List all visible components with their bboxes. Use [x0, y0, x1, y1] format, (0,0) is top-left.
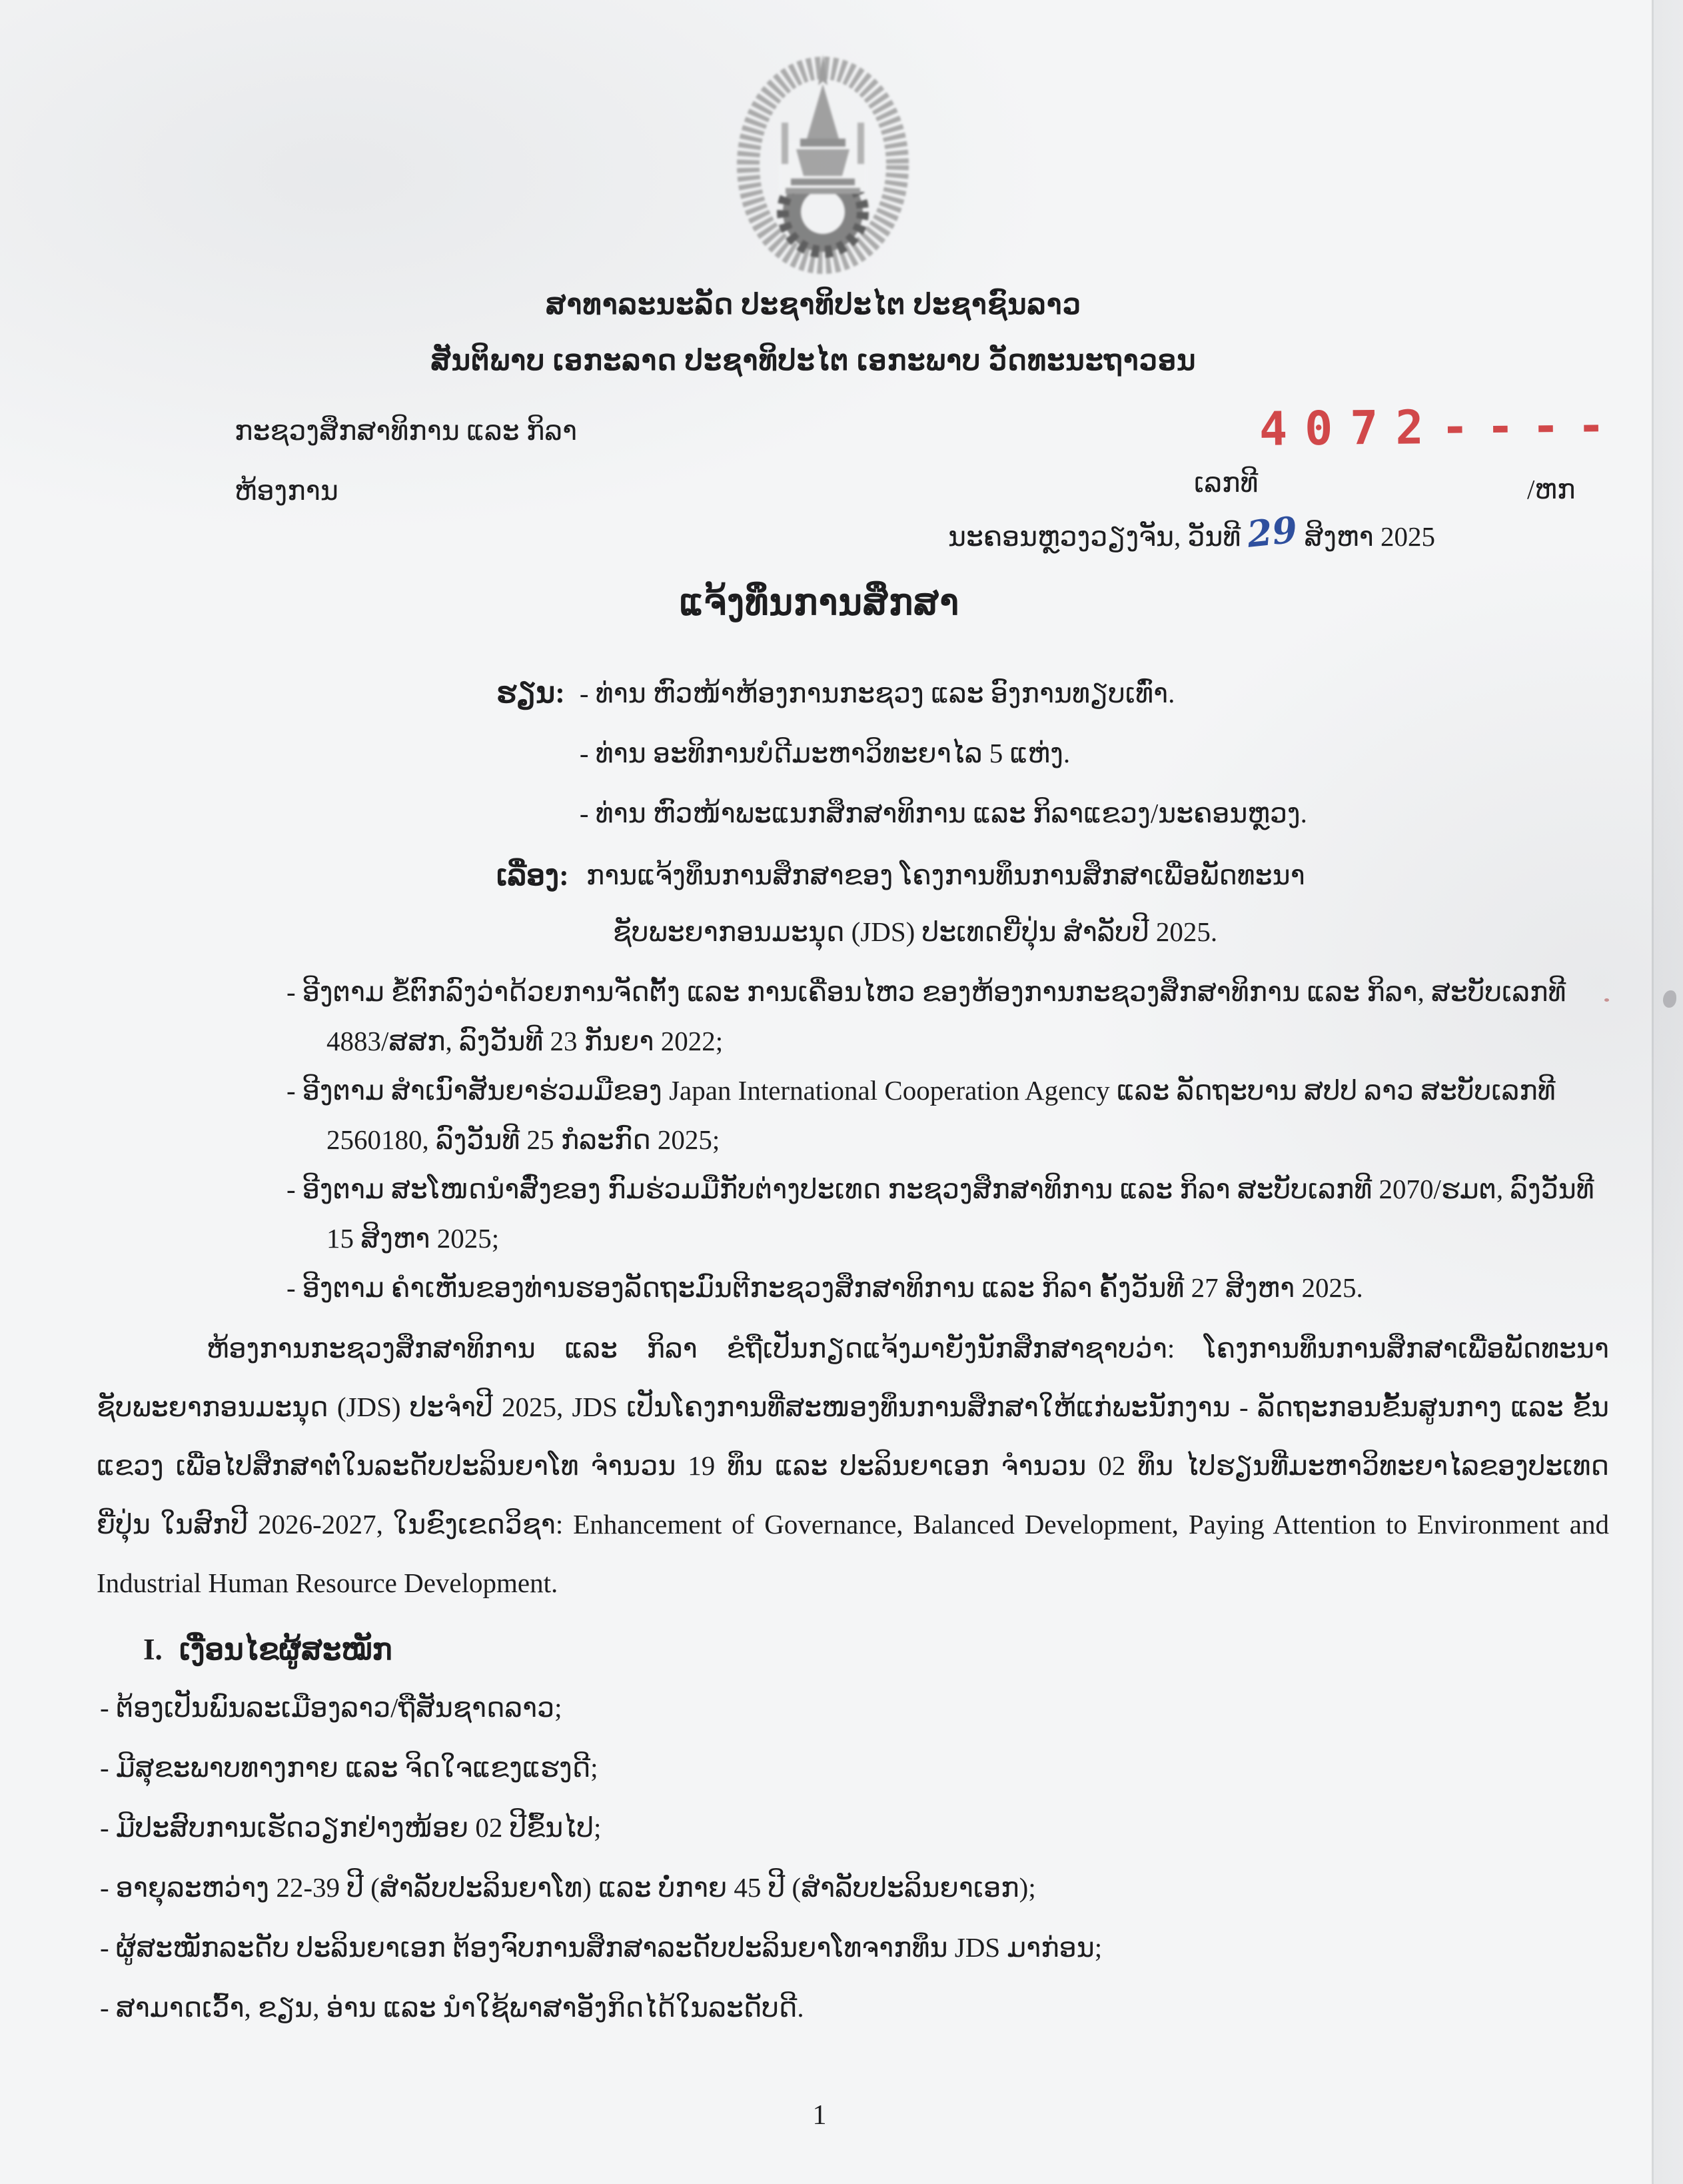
scan-speck	[1604, 998, 1609, 1002]
subject-label: ເລື່ອງ:	[496, 859, 569, 892]
citation-item: - ອີງຕາມ ຂໍ້ຕົກລົງວ່າດ້ວຍການຈັດຕັ້ງ ແລະ ການເຄື່ອນໄຫວ ຂອງຫ້ອງການກະຊວງສຶກສາທິການ ແລະ ກິລາ, ສະບັບເລກທີ 4883/ສສກ, ລົງວັນທີ 23 ກັນຍາ 2022;	[286, 976, 1566, 1056]
section-1-heading: I. ເງື່ອນໄຂຜູ້ສະໝັກ	[143, 1633, 392, 1666]
ref-number-suffix: /ຫກ	[1527, 474, 1576, 505]
header-motto-line: ສັນຕິພາບ ເອກະລາດ ປະຊາທິປະໄຕ ເອກະພາບ ວັດທະນະຖາວອນ	[430, 345, 1197, 377]
header-country-line: ສາທາລະນະລັດ ປະຊາທິປະໄຕ ປະຊາຊົນລາວ	[546, 289, 1081, 321]
condition-item: - ຕ້ອງເປັນພົນລະເມືອງລາວ/ຖືສັນຊາດລາວ;	[100, 1692, 562, 1723]
letter-body	[97, 663, 1609, 2037]
scan-edge-shadow	[1654, 0, 1683, 2184]
applicant-conditions-list	[100, 1677, 1609, 2037]
subject-block	[496, 847, 1609, 960]
condition-item: - ມີປະສົບການເຮັດວຽກຢ່າງໜ້ອຍ 02 ປີຂຶ້ນໄປ;	[100, 1812, 602, 1843]
citation-item: - ອີງຕາມ ຄໍາເຫັນຂອງທ່ານຮອງລັດຖະມົນຕີກະຊວງສຶກສາທິການ ແລະ ກິລາ ຄັ້ງວັນທີ 27 ສິງຫາ 2025.	[286, 1272, 1363, 1303]
condition-item: - ມີສຸຂະພາບທາງກາຍ ແລະ ຈິດໃຈແຂງແຮງດີ;	[100, 1752, 598, 1783]
ref-number-stamp: 4072----	[1259, 398, 1623, 457]
page-number: 1	[812, 2100, 827, 2131]
lao-national-emblem-icon	[723, 44, 923, 277]
subject-line: ການແຈ້ງທຶນການສຶກສາຂອງ ໂຄງການທຶນການສຶກສາເພື່ອພັດທະນາ	[586, 860, 1305, 890]
citation-item: - ອີງຕາມ ສະໂໜດນໍາສົ່ງຂອງ ກົມຮ່ວມມືກັບຕ່າງປະເທດ ກະຊວງສຶກສາທິການ ແລະ ກິລາ ສະບັບເລກທີ 2070/ຮມຕ, ລົງວັນທີ 15 ສິງຫາ 2025;	[286, 1174, 1594, 1254]
recipients-list	[580, 663, 1307, 843]
date-month-year: ສິງຫາ 2025	[1304, 521, 1435, 552]
place-date-line	[947, 508, 1435, 556]
subject-line: ຊັບພະຍາກອນມະນຸດ (JDS) ປະເທດຍີ່ປຸ່ນ ສໍາລັບປີ 2025.	[612, 916, 1218, 947]
scan-edge-line	[1652, 0, 1654, 2184]
legal-citations-list	[97, 967, 1609, 1312]
announcement-paragraph: ຫ້ອງການກະຊວງສຶກສາທິການ ແລະ ກິລາ ຂໍຖືເປັນກຽດແຈ້ງມາຍັງນັກສຶກສາຊາບວ່າ: ໂຄງການທຶນການສຶກສາເພື່ອພັດທະນາຊັບພະຍາກອນມະນຸດ (JDS) ປະຈໍາປີ 2025, JDS ເປັນໂຄງການທີ່ສະໜອງທຶນການສຶກສາໃຫ້ແກ່ພະນັກງານ - ລັດຖະກອນຂັ້ນສູນກາງ ແລະ ຂັ້ນແຂວງ ເພື່ອໄປສຶກສາຕໍ່ໃນລະດັບປະລິນຍາໂທ ຈໍານວນ 19 ທຶນ ແລະ ປະລິນຍາເອກ ຈໍານວນ 02 ທຶນ ໄປຮຽນທີ່ມະຫາວິທະຍາໄລຂອງປະເທດຍີ່ປຸ່ນ ໃນສົກປີ 2026-2027, ໃນຂົງເຂດວິຊາ: Enhancement of Governance, Balanced Development, Paying Attention to Environment and Industrial Human Resource Development.	[97, 1333, 1609, 1598]
ref-number-label: ເລກທີ	[1194, 467, 1259, 498]
ministry-name: ກະຊວງສຶກສາທິການ ແລະ ກິລາ	[235, 415, 578, 446]
subject-text	[586, 847, 1305, 960]
condition-item: - ອາຍຸລະຫວ່າງ 22-39 ປີ (ສໍາລັບປະລິນຍາໂທ) ແລະ ບໍ່ກາຍ 45 ປີ (ສໍາລັບປະລິນຍາເອກ);	[100, 1872, 1036, 1903]
recipient-line: - ທ່ານ ອະທິການບໍດີມະຫາວິທະຍາໄລ 5 ແຫ່ງ.	[579, 738, 1071, 768]
citation-item: - ອີງຕາມ ສໍາເນົາສັນຍາຮ່ວມມືຂອງ Japan International Cooperation Agency ແລະ ລັດຖະບານ ສປປ ລາວ ສະບັບເລກທີ 2560180, ລົງວັນທີ 25 ກໍລະກົດ 2025;	[286, 1075, 1556, 1155]
condition-item: - ສາມາດເວົ້າ, ຂຽນ, ອ່ານ ແລະ ນໍາໃຊ້ພາສາອັງກິດໄດ້ໃນລະດັບດີ.	[100, 1992, 804, 2023]
handwritten-day: 29	[1245, 508, 1300, 556]
condition-item: - ຜູ້ສະໝັກລະດັບ ປະລິນຍາເອກ ຕ້ອງຈົບການສຶກສາລະດັບປະລິນຍາໂທຈາກທຶນ JDS ມາກ່ອນ;	[100, 1932, 1103, 1963]
recipient-line: - ທ່ານ ຫົວໜ້າຫ້ອງການກະຊວງ ແລະ ອົງການທຽບເທົ່າ.	[579, 678, 1175, 708]
document-title: ແຈ້ງທຶນການສຶກສາ	[679, 582, 960, 622]
place-date-prefix: ນະຄອນຫຼວງວຽງຈັນ, ວັນທີ	[947, 521, 1241, 552]
recipient-line: - ທ່ານ ຫົວໜ້າພະແນກສຶກສາທິການ ແລະ ກິລາແຂວງ/ນະຄອນຫຼວງ.	[579, 798, 1307, 828]
recipients-block	[496, 663, 1609, 843]
office-name: ຫ້ອງການ	[235, 475, 338, 506]
recipients-label: ຮຽນ:	[496, 676, 565, 709]
